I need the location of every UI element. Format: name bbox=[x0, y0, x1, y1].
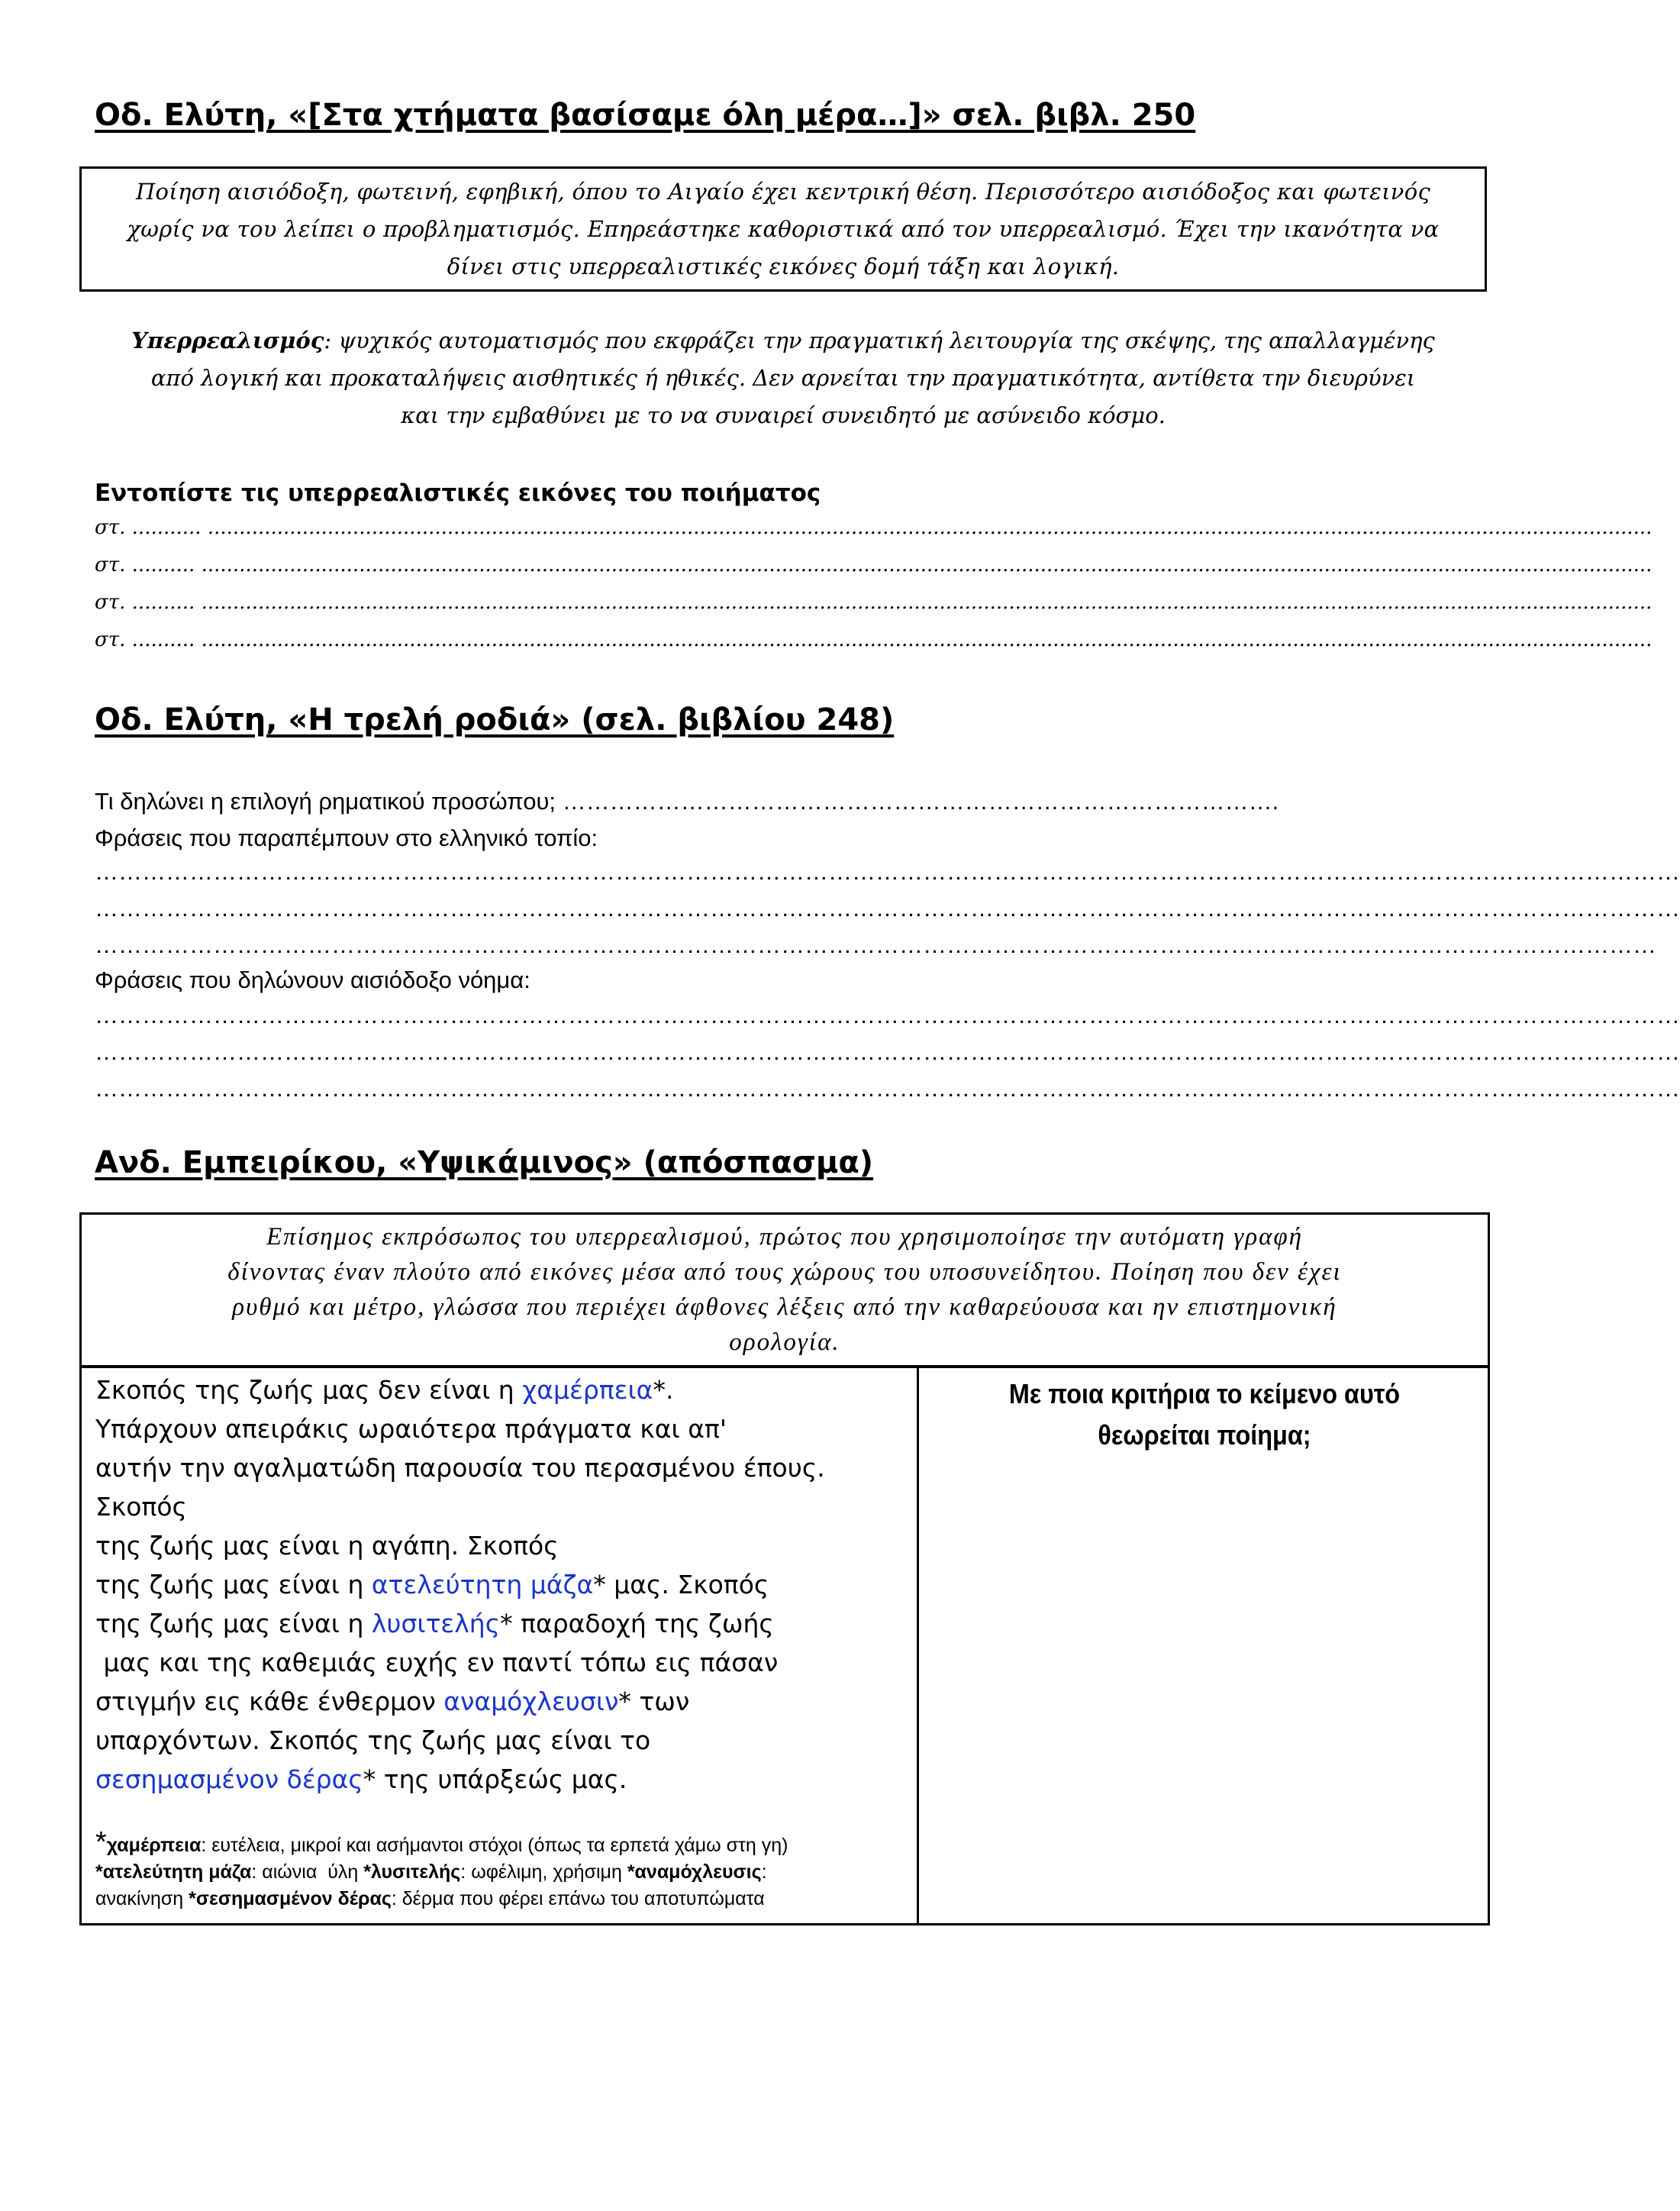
poem-line: μας και της καθεμιάς ευχής εν παντί τόπω εις πάσαν bbox=[95, 1648, 779, 1677]
footnote-term: *αναμόχλευσις bbox=[627, 1861, 762, 1883]
poem-line: στιγμήν εις κάθε ένθερμον bbox=[95, 1686, 444, 1716]
footnote-definition: : δέρμα που φέρει επάνω του αποτυπώματα bbox=[391, 1888, 765, 1909]
footnote-definition: : bbox=[761, 1861, 767, 1883]
footnote-definition: : ωφέλιμη, χρήσιμη bbox=[460, 1861, 627, 1883]
glossed-word: ατελεύτητη μάζα bbox=[371, 1570, 594, 1599]
answer-line[interactable]: ………………………………………………………………………………………………………………………………………………………………………………… bbox=[95, 858, 1680, 885]
intro-box-line: ρυθμό και μέτρο, γλώσσα που περιέχει άφθονες λέξεις από την καθαρεύουσα και ην επιστημονική bbox=[232, 1293, 1337, 1321]
table-divider bbox=[917, 1367, 919, 1923]
glossed-word: λυσιτελής bbox=[371, 1609, 501, 1638]
poem-line: Σκοπός bbox=[95, 1492, 187, 1522]
glossed-word: αναμόχλευσιν bbox=[443, 1686, 619, 1716]
glossed-word: σεσημασμένον δέρας bbox=[95, 1764, 363, 1794]
poem-line: αυτήν την αγαλματώδη παρουσία του περασμένου έπους. bbox=[95, 1453, 825, 1483]
footnote-definition: : ευτέλεια, μικροί και ασήμαντοι στόχοι (όπως τα ερπετά χάμω στη γη) bbox=[201, 1835, 788, 1856]
poem-text bbox=[95, 1370, 912, 1799]
poem-table bbox=[79, 1365, 1490, 1925]
answer-line[interactable]: ………………………………………………………………………………………………………………………………………………………………………………… bbox=[95, 1038, 1680, 1065]
intro-box-line: ορολογία. bbox=[729, 1328, 840, 1356]
verse-answer-line[interactable]: στ. .......... ...................................................................................................................................................................................................................................... bbox=[95, 591, 1653, 614]
intro-box-line: Ποίηση αισιόδοξη, φωτεινή, εφηβική, όπου το Αιγαίο έχει κεντρική θέση. Περισσότερο αισιόδοξος και φωτεινός bbox=[135, 179, 1431, 205]
section3-heading: Ανδ. Εμπειρίκου, «Υψικάμινος» (απόσπασμα) bbox=[95, 1145, 874, 1180]
surrealism-term: Υπερρεαλισμός bbox=[131, 328, 324, 353]
poem-line: * της υπάρξεώς μας. bbox=[363, 1764, 627, 1794]
criteria-question bbox=[950, 1373, 1459, 1456]
glossed-word: χαμέρπεια bbox=[522, 1375, 653, 1405]
footnote-definition: : αιώνια ύλη bbox=[251, 1861, 364, 1883]
verse-answer-line[interactable]: στ. .......... ...................................................................................................................................................................................................................................... bbox=[95, 628, 1653, 651]
answer-line[interactable]: ………………………………………………………………………………………………………………………………………………………………………………… bbox=[95, 1002, 1680, 1028]
intro-box-elytis bbox=[79, 166, 1487, 292]
intro-box-line: Επίσημος εκπρόσωπος του υπερρεαλισμού, πρώτος που χρησιμοποίησε την αυτόματη γραφή bbox=[266, 1223, 1304, 1251]
section2-heading: Οδ. Ελύτη, «Η τρελή ροδιά» (σελ. βιβλίου 248) bbox=[95, 702, 895, 738]
poem-line: υπαρχόντων. Σκοπός της ζωής μας είναι το bbox=[95, 1725, 651, 1755]
poem-line: * των bbox=[618, 1686, 690, 1716]
poem-line: Σκοπός της ζωής μας δεν είναι η bbox=[95, 1375, 523, 1405]
surrealism-line: από λογική και προκαταλήψεις αισθητικές ή ηθικές. Δεν αρνείται την πραγματικότητα, αντίθετα την διευρύνει bbox=[150, 365, 1416, 391]
poem-line: * παραδοχή της ζωής bbox=[500, 1609, 774, 1638]
surrealism-line: και την εμβαθύνει με το να συναιρεί συνειδητό με ασύνειδο κόσμο. bbox=[401, 402, 1166, 428]
poem-line: Υπάρχουν απειράκις ωραιότερα πράγματα και απ' bbox=[95, 1414, 727, 1444]
answer-line[interactable]: ………………………………………………………………………………………………………………………………………………………………………………… bbox=[95, 895, 1680, 922]
glossary-footnotes bbox=[95, 1826, 912, 1912]
question-line: θεωρείται ποίημα; bbox=[1098, 1419, 1311, 1451]
intro-box-empeirikos bbox=[79, 1212, 1490, 1368]
surrealism-definition bbox=[79, 322, 1487, 434]
footnote-term: *σεσημασμένον δέρας bbox=[189, 1888, 392, 1909]
poem-line: της ζωής μας είναι η αγάπη. Σκοπός bbox=[95, 1531, 559, 1561]
poem-line: *. bbox=[653, 1375, 674, 1405]
section1-heading: Οδ. Ελύτη, «[Στα χτήματα βασίσαμε όλη μέρα…]» σελ. βιβλ. 250 bbox=[95, 98, 1196, 133]
verse-answer-line[interactable]: στ. .......... ...................................................................................................................................................................................................................................... bbox=[95, 554, 1653, 576]
question-verb-person: Τι δηλώνει η επιλογή ρηματικού προσώπου; ………………………………………………………………………………. bbox=[95, 788, 1279, 815]
intro-box-line: χωρίς να του λείπει ο προβληματισμός. Επηρεάστηκε καθοριστικά από τον υπερρεαλισμό. Έχει την ικανότητα να bbox=[127, 216, 1440, 242]
question-optimistic-meaning: Φράσεις που δηλώνουν αισιόδοξο νόημα: bbox=[95, 967, 530, 993]
question-greek-landscape: Φράσεις που παραπέμπουν στο ελληνικό τοπίο: bbox=[95, 825, 598, 851]
question-line: Με ποια κριτήρια το κείμενο αυτό bbox=[1008, 1378, 1401, 1409]
footnote-term: *λυσιτελής bbox=[363, 1861, 461, 1883]
verse-answer-line[interactable]: στ. ........... ..................................................................................................................................................................................................................................... bbox=[95, 516, 1653, 539]
surrealism-line: : ψυχικός αυτοματισμός που εκφράζει την πραγματική λειτουργία της σκέψης, της απαλλαγμένης bbox=[324, 328, 1435, 353]
footnote-star: * bbox=[95, 1826, 107, 1858]
poem-line: * μας. Σκοπός bbox=[593, 1570, 769, 1599]
task-instruction: Εντοπίστε τις υπερρεαλιστικές εικόνες του ποιήματος bbox=[95, 479, 821, 507]
intro-box-line: δίνοντας έναν πλούτο από εικόνες μέσα από τους χώρους του υποσυνείδητου. Ποίηση που δεν έχει bbox=[227, 1258, 1342, 1286]
answer-line[interactable]: ………………………………………………………………………………………………………………………………………………………………………………… bbox=[95, 1075, 1680, 1102]
poem-line: της ζωής μας είναι η bbox=[95, 1609, 372, 1638]
footnote-term: χαμέρπεια bbox=[106, 1835, 202, 1856]
intro-box-line: δίνει στις υπερρεαλιστικές εικόνες δομή τάξη και λογική. bbox=[447, 253, 1120, 279]
answer-line[interactable]: ……………………………………………………………………………………………………………………………………………………………………………… bbox=[95, 931, 1656, 958]
footnote-term: *ατελεύτητη μάζα bbox=[95, 1861, 252, 1883]
poem-line: της ζωής μας είναι η bbox=[95, 1570, 372, 1599]
footnote-definition: ανακίνηση bbox=[95, 1888, 189, 1909]
